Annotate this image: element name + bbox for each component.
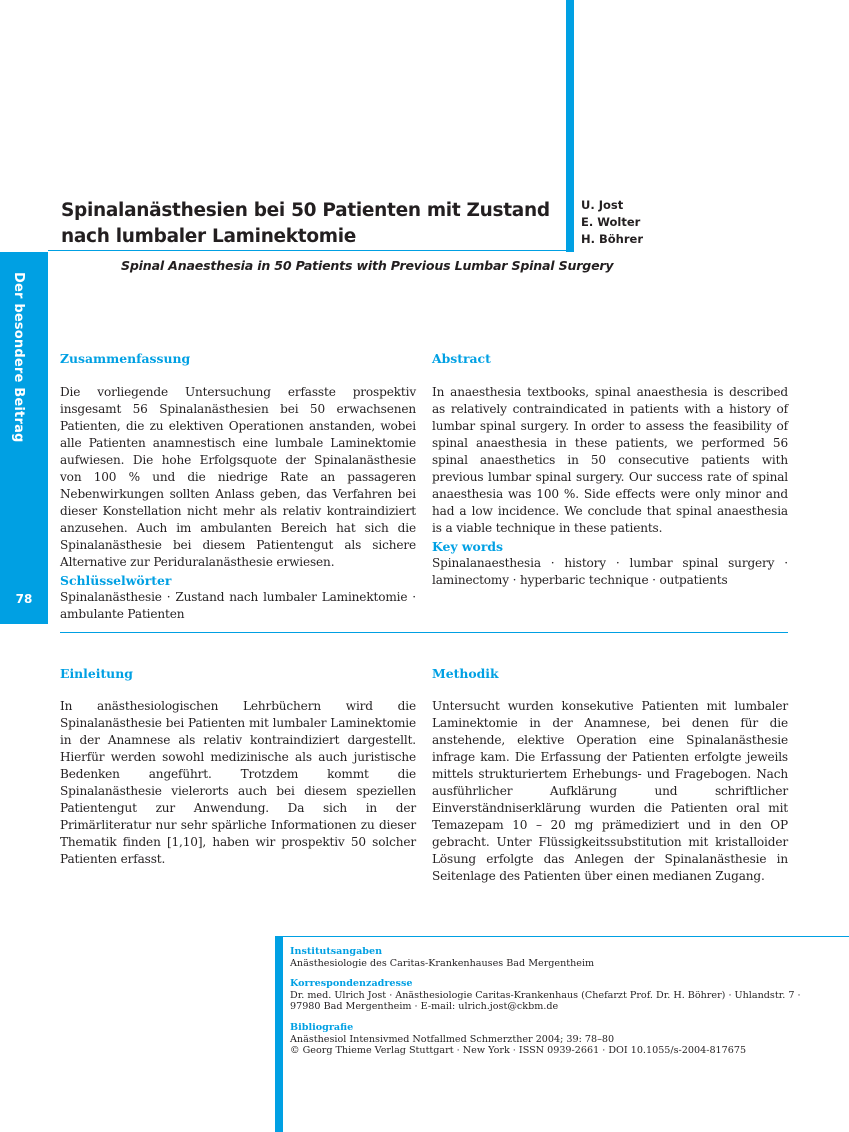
title-rule <box>48 250 574 251</box>
article-info-box <box>290 946 845 1057</box>
bibliografie-line: Anästhesiol Intensivmed Notfallmed Schmerzther 2004; 39: 78–80 <box>290 1033 615 1045</box>
author: E. Wolter <box>581 215 641 229</box>
methodik-heading: Methodik <box>432 666 499 681</box>
einleitung-heading: Einleitung <box>60 666 133 681</box>
top-accent-bar <box>566 0 574 252</box>
title-line-2: nach lumbaler Laminektomie <box>61 226 357 247</box>
keywords-text: Spinalanaesthesia · history · lumbar spinal surgery · laminectomy · hyperbaric technique · outpatients <box>432 556 788 587</box>
section-divider <box>60 632 788 633</box>
korrespondenz-line: 97980 Bad Mergentheim · E-mail: ulrich.jost@ckbm.de <box>290 1001 559 1013</box>
side-tab-label: Der besondere Beitrag <box>11 272 26 443</box>
author: H. Böhrer <box>581 232 643 246</box>
zusammenfassung-text: Die vorliegende Untersuchung erfasste prospektiv insgesamt 56 Spinalanästhesien bei 50 erwachsenen Patienten, die zu elektiven Operationen anstanden, wobei alle Patienten anamnestisch eine lumbale Laminektomie aufwiesen. Die hohe Erfolgsquote der Spinalanästhesie von 100 % und die niedrige Rate an passageren Nebenwirkungen sollten Anlass geben, das Verfahren bei dieser Konstellation nicht mehr als relativ kontraindiziert anzusehen. Auch im ambulanten Bereich hat sich die Spinalanästhesie bei diesem Patientengut als sichere Alternative zur Periduralanästhesie erwiesen. <box>60 385 416 569</box>
infobox-accent-bar <box>275 936 283 1132</box>
korrespondenz-heading: Korrespondenzadresse <box>290 978 413 990</box>
page-number: 78 <box>15 592 33 606</box>
zusammenfassung-heading: Zusammenfassung <box>60 351 191 366</box>
institut-text: Anästhesiologie des Caritas-Krankenhauses Bad Mergentheim <box>290 957 595 969</box>
institut-heading: Institutsangaben <box>290 946 383 957</box>
methodik-text: Untersucht wurden konsekutive Patienten mit lumbaler Laminektomie in der Anamnese, bei denen für die anstehende, elektive Operation eine Spinalanästhesie infrage kam. Die Erfassung der Patienten erfolgte jeweils mittels strukturiertem Erhebungs- und Fragebogen. Nach ausführlicher Aufklärung und schriftlicher Einverständniserklärung wurden die Patienten oral mit Temazepam 10 – 20 mg prämediziert und in den OP gebracht. Unter Flüssigkeitssubstitution mit kristalloider Lösung erfolgte das Anlegen der Spinalanästhesie in Seitenlage des Patienten über einen medianen Zugang. <box>432 699 788 883</box>
infobox-rule <box>283 936 849 937</box>
bibliografie-line: © Georg Thieme Verlag Stuttgart · New York · ISSN 0939-2661 · DOI 10.1055/s-2004-817675 <box>290 1045 747 1057</box>
abstract-text: In anaesthesia textbooks, spinal anaesthesia is described as relatively contraindicated in patients with a history of lumbar spinal surgery. In order to assess the feasibility of spinal anaesthesia in these patients, we performed 56 spinal anaesthetics in 50 consecutive patients with previous lumbar spinal surgery. Our success rate of spinal anaesthesia was 100 %. Side effects were only minor and had a low incidence. We conclude that spinal anaesthesia is a viable technique in these patients. <box>432 385 788 535</box>
english-title: Spinal Anaesthesia in 50 Patients with Previous Lumbar Spinal Surgery <box>121 258 614 273</box>
korrespondenz-line: Dr. med. Ulrich Jost · Anästhesiologie Caritas-Krankenhaus (Chefarzt Prof. Dr. H. Böhrer) · Uhlandstr. 7 · <box>290 989 801 1001</box>
article-title <box>61 198 561 250</box>
abstract-heading: Abstract <box>432 351 491 366</box>
schluesselwoerter-heading: Schlüsselwörter <box>60 573 172 588</box>
keywords-heading: Key words <box>432 539 503 554</box>
author: U. Jost <box>581 198 624 212</box>
title-line-1: Spinalanästhesien bei 50 Patienten mit Zustand <box>61 200 550 221</box>
einleitung-text: In anästhesiologischen Lehrbüchern wird die Spinalanästhesie bei Patienten mit lumbaler Laminektomie in der Anamnese als relativ kontraindiziert dargestellt. Hierfür werden sowohl medizinische als auch juristische Bedenken angeführt. Trotzdem kommt die Spinalanästhesie vielerorts auch bei diesem speziellen Patientengut zur Anwendung. Da sich in der Primärliteratur nur sehr spärliche Informationen zu dieser Thematik finden [1,10], haben wir prospektiv 50 solcher Patienten erfasst. <box>60 699 416 866</box>
author-list <box>581 197 643 248</box>
bibliografie-heading: Bibliografie <box>290 1021 354 1033</box>
schluesselwoerter-text: Spinalanästhesie · Zustand nach lumbaler Laminektomie · ambulante Patienten <box>60 590 416 621</box>
